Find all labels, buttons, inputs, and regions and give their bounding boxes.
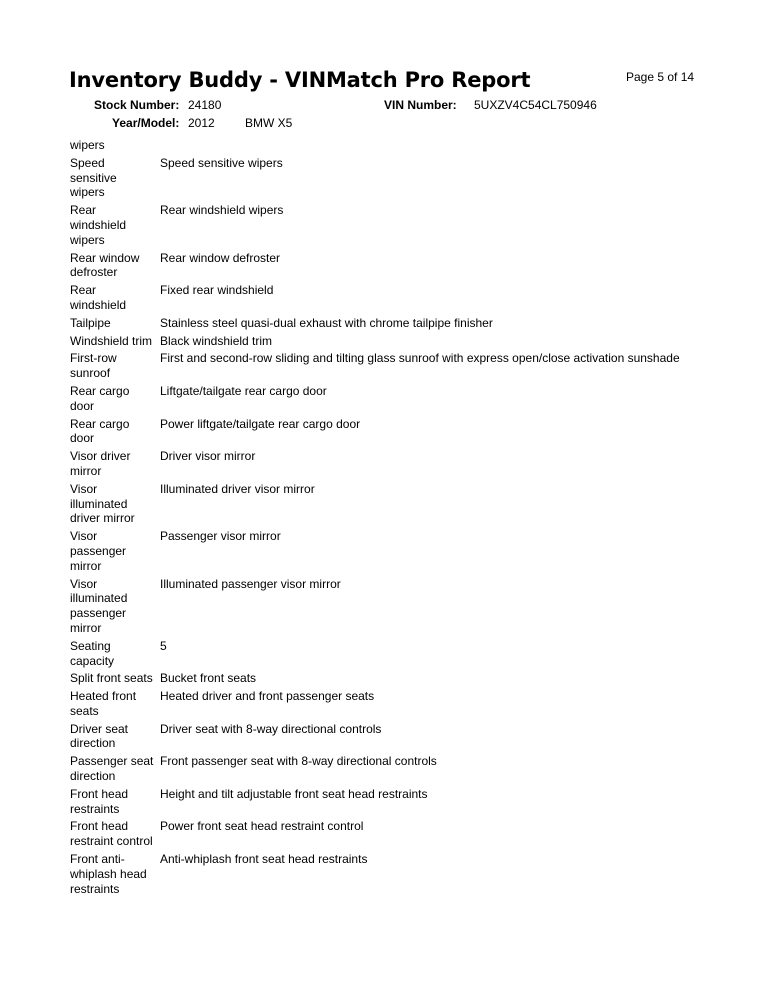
feature-row bbox=[70, 316, 690, 331]
feature-row bbox=[70, 351, 690, 381]
feature-value: Rear windshield wipers bbox=[160, 203, 284, 218]
feature-label: Rear windshield bbox=[70, 283, 127, 312]
feature-value: Rear window defroster bbox=[160, 250, 281, 265]
feature-label: Rear window defroster bbox=[70, 250, 140, 280]
year-value: 2012 bbox=[188, 116, 215, 130]
feature-row bbox=[70, 529, 690, 573]
feature-row bbox=[70, 156, 690, 200]
feature-row bbox=[70, 819, 690, 849]
feature-label: Visor illuminated passenger mirror bbox=[70, 576, 128, 635]
feature-value: Stainless steel quasi-dual exhaust with chrome tailpipe finisher bbox=[160, 315, 493, 330]
stock-number-value: 24180 bbox=[188, 98, 222, 112]
feature-row bbox=[70, 417, 690, 447]
feature-value: Front passenger seat with 8-way directional controls bbox=[160, 754, 437, 769]
feature-label: Split front seats bbox=[70, 671, 153, 686]
year-model-label: Year/Model: bbox=[112, 116, 180, 130]
feature-label: Visor driver mirror bbox=[70, 449, 131, 478]
feature-label: Front anti- whiplash head restraints bbox=[70, 852, 147, 896]
vin-number-value: 5UXZV4C54CL750946 bbox=[474, 98, 597, 112]
feature-value: Height and tilt adjustable front seat head restraints bbox=[160, 786, 428, 801]
feature-value: Illuminated passenger visor mirror bbox=[160, 576, 341, 591]
feature-label: Rear windshield wipers bbox=[70, 203, 127, 247]
feature-value: Anti-whiplash front seat head restraints bbox=[160, 852, 368, 867]
feature-row bbox=[70, 482, 690, 526]
feature-label: Visor illuminated driver mirror bbox=[70, 481, 135, 526]
page-number: Page 5 of 14 bbox=[626, 70, 695, 84]
feature-value: Illuminated driver visor mirror bbox=[160, 481, 315, 496]
feature-row bbox=[70, 722, 690, 752]
feature-label: Rear cargo door bbox=[70, 416, 130, 446]
feature-label: Front head restraint control bbox=[70, 819, 153, 849]
feature-label: Visor passenger mirror bbox=[70, 529, 127, 573]
feature-value: Heated driver and front passenger seats bbox=[160, 689, 375, 704]
feature-value: Bucket front seats bbox=[160, 671, 257, 686]
report-title: Inventory Buddy - VINMatch Pro Report bbox=[69, 68, 531, 92]
feature-row bbox=[70, 283, 690, 313]
feature-label: First-row sunroof bbox=[70, 351, 117, 381]
feature-row bbox=[70, 639, 690, 669]
feature-value: Driver visor mirror bbox=[160, 449, 256, 464]
feature-label: Speed sensitive wipers bbox=[70, 155, 117, 200]
feature-value: Fixed rear windshield bbox=[160, 283, 274, 298]
feature-row bbox=[70, 787, 690, 817]
feature-label: Windshield trim bbox=[70, 333, 153, 348]
feature-label: Driver seat direction bbox=[70, 721, 129, 751]
vin-number-label: VIN Number: bbox=[384, 98, 457, 112]
feature-row bbox=[70, 384, 690, 414]
feature-label: Heated front seats bbox=[70, 689, 137, 718]
model-value: BMW X5 bbox=[245, 116, 293, 130]
feature-value: Liftgate/tailgate rear cargo door bbox=[160, 383, 327, 398]
feature-value: First and second-row sliding and tilting glass sunroof with express open/close activation sunshade bbox=[160, 351, 680, 366]
feature-value bbox=[160, 138, 690, 153]
feature-value: Driver seat with 8-way directional controls bbox=[160, 721, 382, 736]
feature-value: Power liftgate/tailgate rear cargo door bbox=[160, 416, 361, 431]
feature-value: Speed sensitive wipers bbox=[160, 155, 283, 170]
feature-label: Rear cargo door bbox=[70, 383, 130, 413]
feature-row bbox=[70, 449, 690, 479]
feature-value: 5 bbox=[160, 638, 167, 653]
feature-row bbox=[70, 754, 690, 784]
feature-row bbox=[70, 251, 690, 281]
feature-row bbox=[70, 852, 690, 896]
feature-label: Tailpipe bbox=[70, 315, 111, 330]
feature-table bbox=[70, 138, 690, 899]
feature-row bbox=[70, 577, 690, 636]
feature-row bbox=[70, 203, 690, 247]
feature-value: Power front seat head restraint control bbox=[160, 819, 364, 834]
feature-label: Seating capacity bbox=[70, 638, 115, 668]
feature-row bbox=[70, 334, 690, 349]
feature-value: Passenger visor mirror bbox=[160, 529, 281, 544]
feature-row bbox=[70, 689, 690, 719]
feature-label: Passenger seat direction bbox=[70, 754, 154, 784]
stock-number-label: Stock Number: bbox=[94, 98, 180, 112]
feature-row bbox=[70, 138, 690, 153]
feature-value: Black windshield trim bbox=[160, 333, 273, 348]
feature-row bbox=[70, 671, 690, 686]
feature-label: Front head restraints bbox=[70, 786, 129, 816]
feature-label: wipers bbox=[70, 138, 105, 152]
